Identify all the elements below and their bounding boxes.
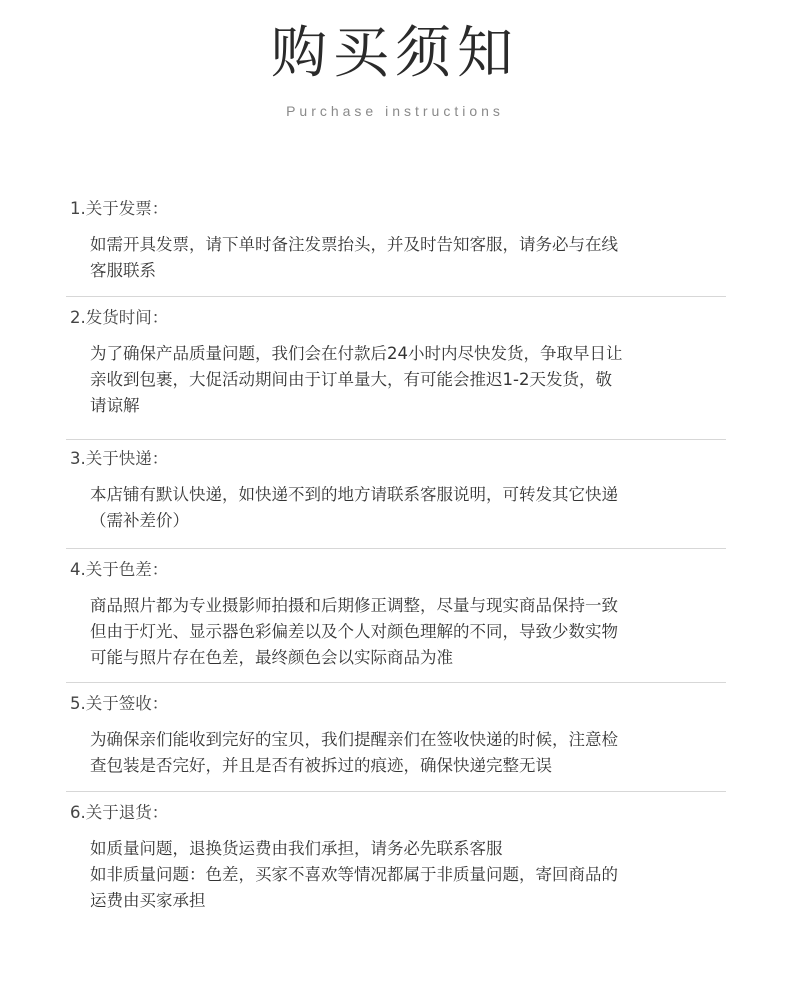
section-heading: 1.关于发票： bbox=[70, 199, 169, 218]
section-text-line: 可能与照片存在色差，最终颜色会以实际商品为准 bbox=[90, 648, 453, 667]
section-text-line: 运费由买家承担 bbox=[90, 891, 206, 910]
section-courier bbox=[66, 440, 726, 549]
section-text-line: 本店铺有默认快递，如快递不到的地方请联系客服说明，可转发其它快递 bbox=[90, 485, 618, 504]
section-invoice bbox=[66, 196, 726, 297]
section-text-line: 如质量问题，退换货运费由我们承担，请务必先联系客服 bbox=[90, 839, 503, 858]
section-body bbox=[66, 836, 726, 914]
section-body bbox=[66, 727, 726, 779]
section-body bbox=[66, 593, 726, 671]
section-text-line: 查包装是否完好，并且是否有被拆过的痕迹，确保快递完整无误 bbox=[90, 756, 552, 775]
section-heading: 4.关于色差： bbox=[70, 560, 169, 579]
section-heading: 6.关于退货： bbox=[70, 803, 169, 822]
section-heading: 2.发货时间： bbox=[70, 308, 169, 327]
section-signing bbox=[66, 683, 726, 792]
section-text-line: 请谅解 bbox=[90, 396, 140, 415]
section-text-line: 如需开具发票，请下单时备注发票抬头，并及时告知客服，请务必与在线 bbox=[90, 235, 618, 254]
section-text-line: 商品照片都为专业摄影师拍摄和后期修正调整，尽量与现实商品保持一致 bbox=[90, 596, 618, 615]
section-shipping-time bbox=[66, 297, 726, 440]
section-returns bbox=[66, 792, 726, 920]
section-text-line: 为确保亲们能收到完好的宝贝，我们提醒亲们在签收快递的时候，注意检 bbox=[90, 730, 618, 749]
section-body bbox=[66, 482, 726, 534]
instructions-list bbox=[66, 196, 726, 920]
section-text-line: 为了确保产品质量问题，我们会在付款后24小时内尽快发货，争取早日让 bbox=[90, 344, 623, 363]
section-heading: 3.关于快递： bbox=[70, 449, 169, 468]
section-heading: 5.关于签收： bbox=[70, 694, 169, 713]
section-body bbox=[66, 341, 726, 419]
section-text-line: 但由于灯光、显示器色彩偏差以及个人对颜色理解的不同，导致少数实物 bbox=[90, 622, 618, 641]
section-text-line: 亲收到包裹，大促活动期间由于订单量大，有可能会推迟1-2天发货，敬 bbox=[90, 370, 612, 389]
section-text-line: （需补差价） bbox=[90, 511, 189, 530]
section-text-line: 如非质量问题：色差，买家不喜欢等情况都属于非质量问题，寄回商品的 bbox=[90, 865, 618, 884]
page-subtitle: Purchase instructions bbox=[286, 103, 504, 119]
section-color-difference bbox=[66, 549, 726, 683]
page-title: 购买须知 bbox=[271, 21, 519, 86]
section-body bbox=[66, 232, 726, 284]
section-text-line: 客服联系 bbox=[90, 261, 156, 280]
